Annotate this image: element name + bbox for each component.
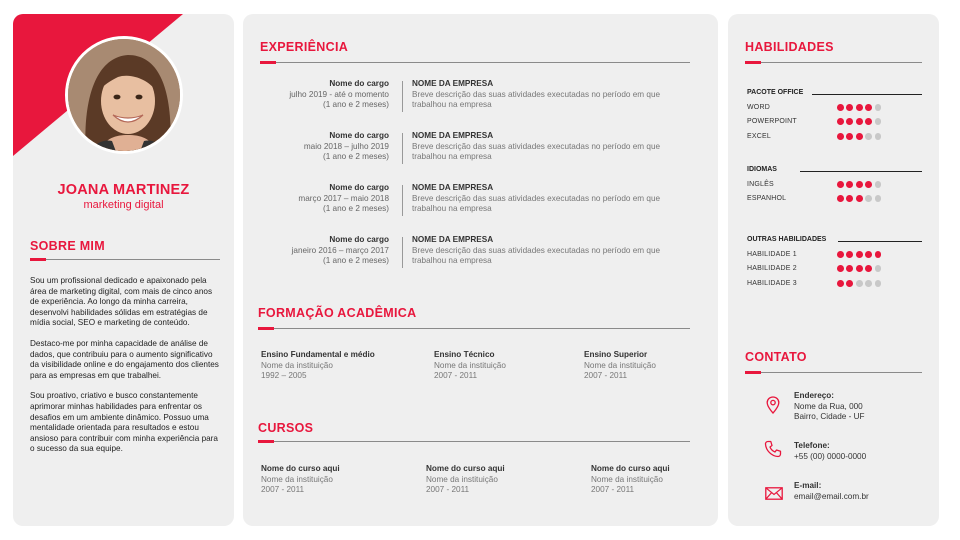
experience-dates xyxy=(292,235,389,267)
profile-role: marketing digital xyxy=(83,199,164,211)
rating-dot-empty xyxy=(865,280,872,287)
job-duration: (1 ano e 2 meses) xyxy=(323,204,389,214)
experience-item xyxy=(257,131,697,171)
experience-item xyxy=(257,235,697,275)
rating-dot-filled xyxy=(837,280,844,287)
education-years: 1992 – 2005 xyxy=(261,371,307,381)
experience-dates xyxy=(289,79,389,111)
experience-dates xyxy=(298,183,389,215)
experience-title: EXPERIÊNCIA xyxy=(260,40,349,54)
rating-dot-empty xyxy=(856,280,863,287)
education-years: 2007 - 2011 xyxy=(584,371,628,381)
education-accent xyxy=(258,327,274,330)
job-period: março 2017 – maio 2018 xyxy=(298,193,389,203)
profile-name: JOANA MARTINEZ xyxy=(57,182,190,198)
rating-dot-filled xyxy=(856,133,863,140)
rating-dot-filled xyxy=(865,118,872,125)
rating-dot-filled xyxy=(865,251,872,258)
education-school: Nome da instituição xyxy=(584,360,656,370)
company-name: NOME DA EMPRESA xyxy=(412,183,494,192)
rating-dot-filled xyxy=(856,251,863,258)
skill-group-title: OUTRAS HABILIDADES xyxy=(747,236,827,243)
rating-dot-filled xyxy=(846,118,853,125)
courses-title: CURSOS xyxy=(258,421,314,435)
course-years: 2007 - 2011 xyxy=(261,485,305,495)
course-item xyxy=(426,464,505,496)
skill-rating xyxy=(837,118,881,125)
about-divider xyxy=(30,259,220,260)
education-years: 2007 - 2011 xyxy=(434,371,478,381)
rating-dot-filled xyxy=(865,104,872,111)
rating-dot-filled xyxy=(865,265,872,272)
rating-dot-filled xyxy=(846,280,853,287)
address-line: Nome da Rua, 000 xyxy=(794,401,863,411)
skill-label: ESPANHOL xyxy=(747,195,787,202)
rating-dot-filled xyxy=(837,104,844,111)
course-school: Nome da instituição xyxy=(261,474,333,484)
education-item xyxy=(261,350,375,382)
about-paragraph: Sou um profissional dedicado e apaixonado pela área de marketing digital, com mais de cinco anos de experiência. Ao longo da minha carreira, desenvolvi habilidades sólidas em estratégias de mídia social, SEO e marketing de conteúdo. xyxy=(30,276,213,328)
phone-number: +55 (00) 0000-0000 xyxy=(794,451,867,461)
job-description: Breve descrição das suas atividades executadas no período em que trabalhou na empresa xyxy=(412,245,661,266)
about-accent xyxy=(30,258,46,261)
skill-group-line xyxy=(812,94,922,95)
education-divider xyxy=(258,328,690,329)
phone-icon xyxy=(764,440,782,458)
education-level: Ensino Superior xyxy=(584,350,648,359)
email-label: E-mail: xyxy=(794,481,822,490)
about-paragraph: Sou proativo, criativo e busco constantemente aprimorar minhas habilidades para enfrentar os desafios em um ambiente dinâmico. Possuo uma mentalidade orientada para resultados e estou ansioso para contribuir com minha experiência para o sucesso da sua equipe. xyxy=(30,391,218,454)
contact-title: CONTATO xyxy=(745,350,807,364)
skill-label: INGLÊS xyxy=(747,181,774,188)
course-name: Nome do curso aqui xyxy=(426,464,505,473)
experience-details xyxy=(412,235,672,267)
experience-item xyxy=(257,183,697,223)
skill-rating xyxy=(837,181,881,188)
rating-dot-empty xyxy=(875,280,882,287)
contact-divider xyxy=(745,372,922,373)
job-period: janeiro 2016 – março 2017 xyxy=(291,245,389,255)
rating-dot-filled xyxy=(837,265,844,272)
education-school: Nome da instituição xyxy=(261,360,333,370)
rating-dot-filled xyxy=(865,181,872,188)
contact-email xyxy=(794,481,939,502)
course-name: Nome do curso aqui xyxy=(591,464,670,473)
profile-panel xyxy=(13,14,234,526)
envelope-icon xyxy=(765,487,783,500)
rating-dot-filled xyxy=(846,265,853,272)
skill-label: POWERPOINT xyxy=(747,118,797,125)
courses-divider xyxy=(258,441,690,442)
job-period: maio 2018 – julho 2019 xyxy=(303,141,389,151)
skill-group-title: PACOTE OFFICE xyxy=(747,89,804,96)
skill-rating xyxy=(837,195,881,202)
experience-separator xyxy=(402,81,403,112)
skill-rating xyxy=(837,265,881,272)
course-item xyxy=(261,464,340,496)
about-title: SOBRE MIM xyxy=(30,239,105,253)
rating-dot-filled xyxy=(846,251,853,258)
experience-accent xyxy=(260,61,276,64)
rating-dot-empty xyxy=(875,195,882,202)
experience-separator xyxy=(402,133,403,164)
skill-label: HABILIDADE 3 xyxy=(747,280,797,287)
skills-title: HABILIDADES xyxy=(745,40,834,54)
education-title: FORMAÇÃO ACADÊMICA xyxy=(258,306,417,320)
job-title: Nome do cargo xyxy=(329,79,389,88)
company-name: NOME DA EMPRESA xyxy=(412,79,494,88)
job-duration: (1 ano e 2 meses) xyxy=(323,100,389,110)
experience-dates xyxy=(304,131,389,163)
skill-group-line xyxy=(838,241,922,242)
rating-dot-filled xyxy=(856,265,863,272)
skill-rating xyxy=(837,133,881,140)
rating-dot-filled xyxy=(856,195,863,202)
avatar xyxy=(65,36,183,154)
education-level: Ensino Fundamental e médio xyxy=(261,350,375,359)
rating-dot-filled xyxy=(846,133,853,140)
skills-divider xyxy=(745,62,922,63)
course-item xyxy=(591,464,670,496)
rating-dot-empty xyxy=(865,195,872,202)
main-panel xyxy=(243,14,718,526)
rating-dot-empty xyxy=(875,118,882,125)
rating-dot-empty xyxy=(875,265,882,272)
address-label: Endereço: xyxy=(794,391,835,400)
skill-label: WORD xyxy=(747,104,770,111)
skill-label: EXCEL xyxy=(747,133,771,140)
rating-dot-filled xyxy=(846,195,853,202)
skill-rating xyxy=(837,280,881,287)
sidebar-panel xyxy=(728,14,939,526)
job-title: Nome do cargo xyxy=(329,183,389,192)
education-level: Ensino Técnico xyxy=(434,350,495,359)
experience-details xyxy=(412,131,672,163)
education-school: Nome da instituição xyxy=(434,360,506,370)
job-duration: (1 ano e 2 meses) xyxy=(323,256,389,266)
company-name: NOME DA EMPRESA xyxy=(412,235,494,244)
skill-rating xyxy=(837,104,881,111)
skill-label: HABILIDADE 1 xyxy=(747,251,797,258)
rating-dot-filled xyxy=(856,181,863,188)
rating-dot-filled xyxy=(856,104,863,111)
experience-divider xyxy=(260,62,690,63)
skills-accent xyxy=(745,61,761,64)
rating-dot-filled xyxy=(846,104,853,111)
skill-label: HABILIDADE 2 xyxy=(747,265,797,272)
rating-dot-empty xyxy=(865,133,872,140)
job-title: Nome do cargo xyxy=(329,131,389,140)
course-name: Nome do curso aqui xyxy=(261,464,340,473)
address-line: Bairro, Cidade - UF xyxy=(794,412,865,422)
courses-accent xyxy=(258,440,274,443)
course-school: Nome da instituição xyxy=(591,474,663,484)
education-item xyxy=(584,350,656,382)
location-pin-icon xyxy=(766,396,780,414)
company-name: NOME DA EMPRESA xyxy=(412,131,494,140)
rating-dot-filled xyxy=(837,133,844,140)
course-school: Nome da instituição xyxy=(426,474,498,484)
about-paragraph: Destaco-me por minha capacidade de análise de dados, que contribuiu para o aumento significativo da visibilidade online e do engajamento dos clientes para as empresas em que trabalhei. xyxy=(30,338,219,380)
rating-dot-filled xyxy=(837,181,844,188)
rating-dot-empty xyxy=(875,133,882,140)
job-duration: (1 ano e 2 meses) xyxy=(323,152,389,162)
education-item xyxy=(434,350,506,382)
phone-label: Telefone: xyxy=(794,441,830,450)
rating-dot-filled xyxy=(837,195,844,202)
course-years: 2007 - 2011 xyxy=(426,485,470,495)
rating-dot-filled xyxy=(856,118,863,125)
skill-group-line xyxy=(800,171,922,172)
job-description: Breve descrição das suas atividades executadas no período em que trabalhou na empresa xyxy=(412,141,661,162)
rating-dot-filled xyxy=(846,181,853,188)
job-period: julho 2019 - até o momento xyxy=(289,89,389,99)
contact-accent xyxy=(745,371,761,374)
experience-separator xyxy=(402,185,403,216)
rating-dot-empty xyxy=(875,181,882,188)
course-years: 2007 - 2011 xyxy=(591,485,635,495)
about-text xyxy=(30,276,220,465)
contact-phone xyxy=(794,441,939,462)
contact-address xyxy=(794,391,939,423)
email-address: email@email.com.br xyxy=(794,491,869,501)
job-title: Nome do cargo xyxy=(329,235,389,244)
rating-dot-filled xyxy=(837,118,844,125)
skill-group-title: IDIOMAS xyxy=(747,166,777,173)
rating-dot-filled xyxy=(837,251,844,258)
job-description: Breve descrição das suas atividades executadas no período em que trabalhou na empresa xyxy=(412,193,661,214)
experience-separator xyxy=(402,237,403,268)
rating-dot-filled xyxy=(875,251,882,258)
rating-dot-empty xyxy=(875,104,882,111)
job-description: Breve descrição das suas atividades executadas no período em que trabalhou na empresa xyxy=(412,89,661,110)
skill-rating xyxy=(837,251,881,258)
experience-details xyxy=(412,183,672,215)
experience-details xyxy=(412,79,672,111)
experience-item xyxy=(257,79,697,119)
